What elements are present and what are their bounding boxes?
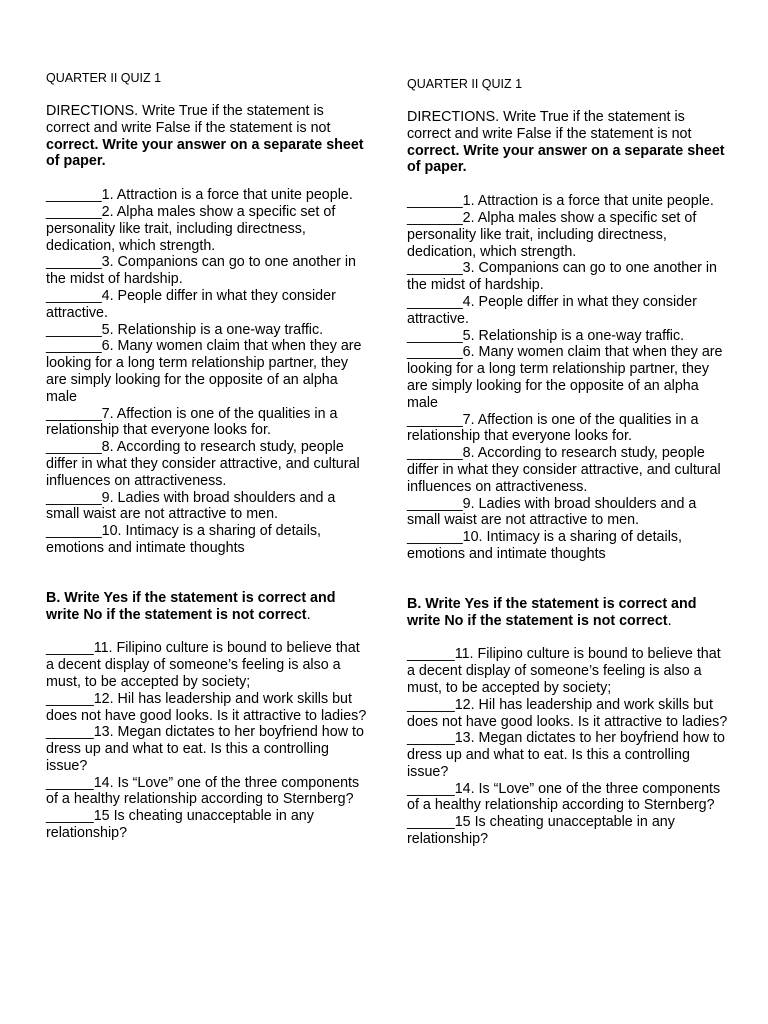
- quiz-item-4: _______4. People differ in what they consider attractive.: [407, 293, 697, 327]
- quiz-item-7: _______7. Affection is one of the qualities in a relationship that everyone looks for.: [407, 411, 699, 445]
- part-b-items: [46, 640, 368, 842]
- quiz-item-8: _______8. According to research study, people differ in what they consider attractive, and cultural influences on attractiveness.: [46, 439, 360, 489]
- quiz-item-3: _______3. Companions can go to one another in the midst of hardship.: [407, 260, 718, 294]
- quiz-item-3: _______3. Companions can go to one another in the midst of hardship.: [46, 254, 357, 288]
- part-b-heading-text: B. Write Yes if the statement is correct and write No if the statement is not correct: [407, 595, 697, 629]
- quiz-item-6: _______6. Many women claim that when they are looking for a long term relationship partner, they are simply looking for the opposite of an alpha male: [46, 338, 362, 405]
- quiz-title: QUARTER II QUIZ 1: [46, 71, 162, 85]
- directions-text: DIRECTIONS. Write True if the statement is correct and write False if the statement is not: [407, 109, 692, 142]
- part-b-heading: [46, 590, 368, 624]
- quiz-item-6: _______6. Many women claim that when they are looking for a long term relationship partner, they are simply looking for the opposite of an alpha male: [407, 344, 723, 411]
- quiz-item-1: _______1. Attraction is a force that unite people.: [46, 187, 353, 204]
- quiz-item-15: ______15 Is cheating unacceptable in any relationship?: [407, 814, 675, 848]
- quiz-column-left: [46, 71, 368, 842]
- quiz-item-14: ______14. Is “Love” one of the three components of a healthy relationship according to Sternberg?: [407, 780, 721, 814]
- directions: [407, 109, 729, 176]
- part-b-heading-trail: .: [306, 606, 311, 623]
- directions-bold-text: correct. Write your answer on a separate sheet of paper.: [407, 142, 725, 176]
- quiz-item-10: _______10. Intimacy is a sharing of details, emotions and intimate thoughts: [407, 529, 682, 562]
- quiz-item-13: ______13. Megan dictates to her boyfriend how to dress up and what to eat. Is this a controlling issue?: [46, 724, 364, 774]
- quiz-item-10: _______10. Intimacy is a sharing of details, emotions and intimate thoughts: [46, 523, 321, 556]
- directions-bold-text: correct. Write your answer on a separate sheet of paper.: [46, 136, 364, 170]
- quiz-item-9: _______9. Ladies with broad shoulders and a small waist are not attractive to men.: [407, 495, 697, 529]
- quiz-item-11: ______11. Filipino culture is bound to believe that a decent display of someone’s feeling is also a must, to be accepted by society;: [46, 640, 360, 690]
- quiz-item-14: ______14. Is “Love” one of the three components of a healthy relationship according to Sternberg?: [46, 774, 360, 808]
- directions: [46, 103, 368, 170]
- quiz-title: QUARTER II QUIZ 1: [407, 77, 523, 91]
- directions-text: DIRECTIONS. Write True if the statement is correct and write False if the statement is not: [46, 103, 331, 136]
- quiz-column-right: [407, 77, 729, 848]
- quiz-item-5: _______5. Relationship is a one-way traffic.: [407, 327, 685, 344]
- part-b-items: [407, 646, 729, 848]
- part-b-heading: [407, 596, 729, 630]
- quiz-item-11: ______11. Filipino culture is bound to believe that a decent display of someone’s feeling is also a must, to be accepted by society;: [407, 646, 721, 696]
- quiz-item-4: _______4. People differ in what they consider attractive.: [46, 287, 336, 321]
- quiz-item-15: ______15 Is cheating unacceptable in any relationship?: [46, 808, 314, 842]
- quiz-item-9: _______9. Ladies with broad shoulders and a small waist are not attractive to men.: [46, 489, 336, 523]
- quiz-item-5: _______5. Relationship is a one-way traffic.: [46, 321, 324, 338]
- part-b-heading-text: B. Write Yes if the statement is correct and write No if the statement is not correct: [46, 589, 336, 623]
- part-a-items: [407, 193, 729, 563]
- quiz-item-12: ______12. Hil has leadership and work skills but does not have good looks. Is it attractive to ladies?: [407, 696, 728, 730]
- quiz-item-1: _______1. Attraction is a force that unite people.: [407, 193, 714, 210]
- quiz-item-12: ______12. Hil has leadership and work skills but does not have good looks. Is it attractive to ladies?: [46, 690, 367, 724]
- quiz-item-8: _______8. According to research study, people differ in what they consider attractive, and cultural influences on attractiveness.: [407, 445, 721, 495]
- part-a-items: [46, 187, 368, 557]
- quiz-item-2: _______2. Alpha males show a specific set of personality like trait, including directness, dedication, which strength.: [46, 203, 336, 254]
- part-b-heading-trail: .: [667, 612, 672, 629]
- quiz-item-2: _______2. Alpha males show a specific set of personality like trait, including directness, dedication, which strength.: [407, 209, 697, 260]
- quiz-item-13: ______13. Megan dictates to her boyfriend how to dress up and what to eat. Is this a controlling issue?: [407, 730, 725, 780]
- quiz-item-7: _______7. Affection is one of the qualities in a relationship that everyone looks for.: [46, 405, 338, 439]
